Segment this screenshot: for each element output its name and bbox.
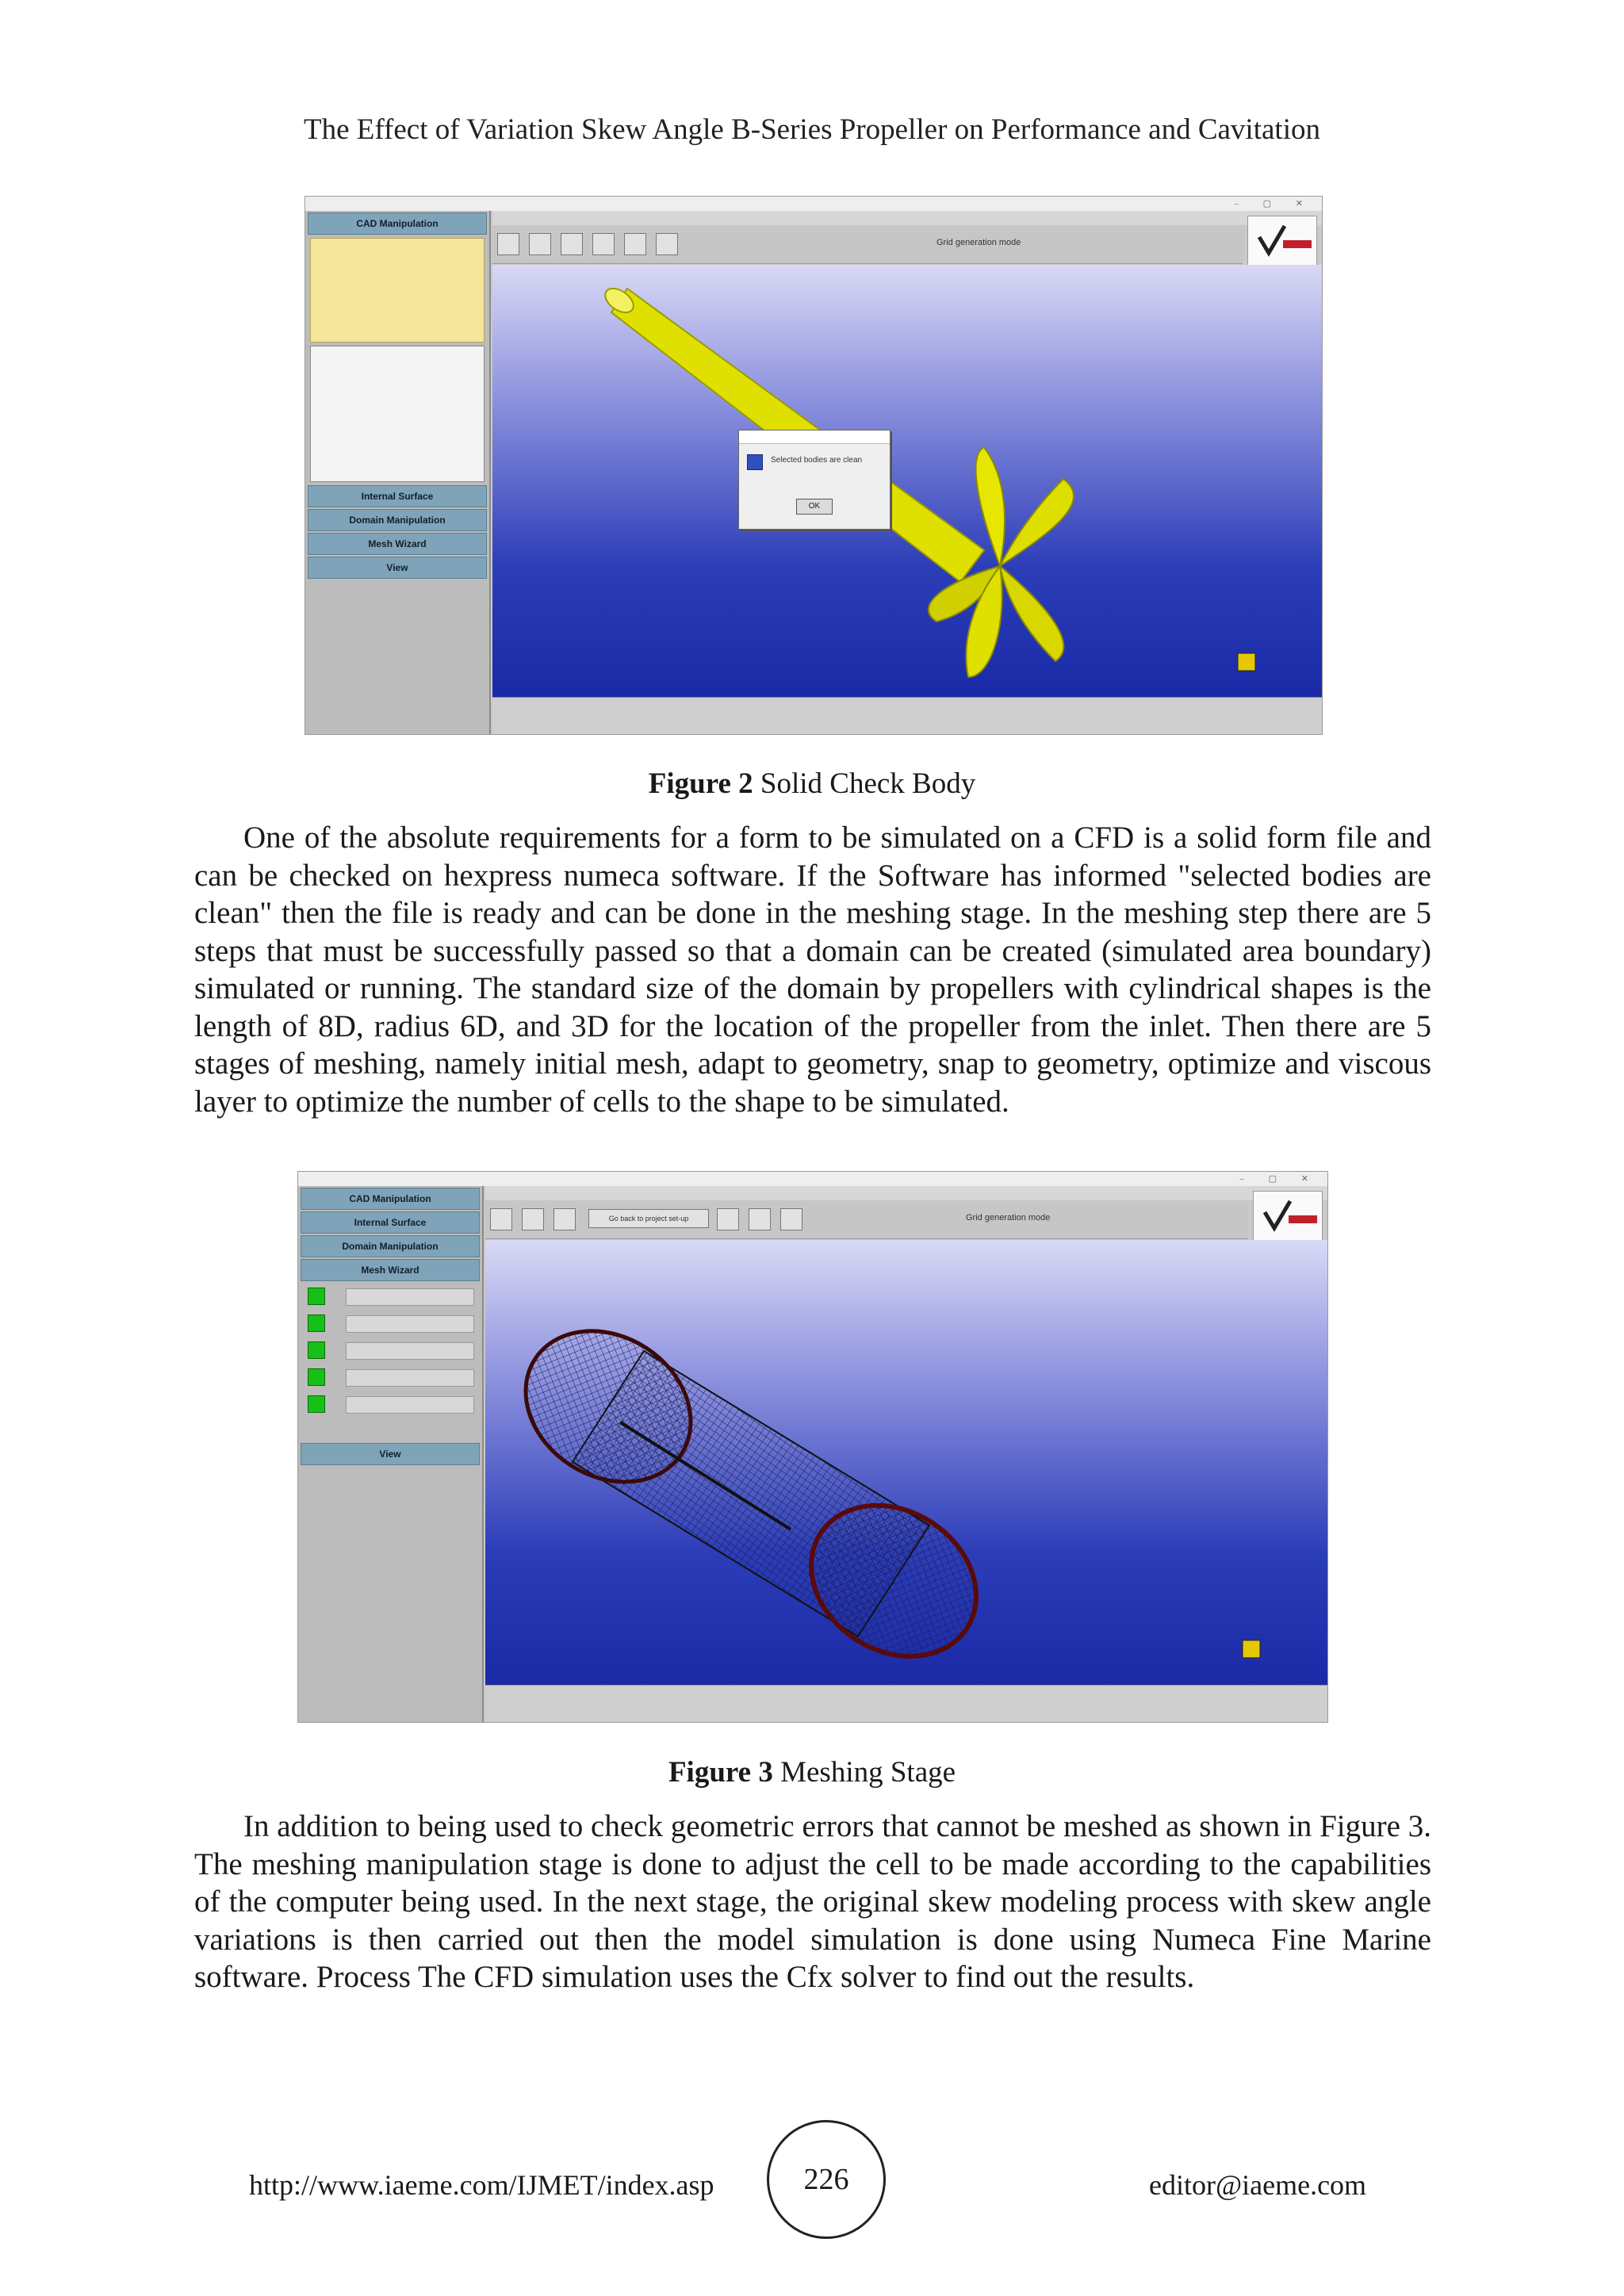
check-icon: [308, 1341, 325, 1359]
save-icon[interactable]: [553, 1208, 576, 1230]
page-number-text: 226: [803, 2163, 849, 2196]
panel-header-view[interactable]: View: [301, 1443, 480, 1465]
panel-header-mesh-wizard[interactable]: Mesh Wizard: [301, 1259, 480, 1281]
wizard-step-viscous: [298, 1391, 482, 1418]
panel-header-domain-manipulation[interactable]: Domain Manipulation: [301, 1235, 480, 1257]
window-controls: – ▢ ✕: [1234, 199, 1314, 209]
measure-icon[interactable]: [717, 1208, 739, 1230]
new-icon[interactable]: [497, 233, 519, 255]
footer-email[interactable]: editor@iaeme.com: [1149, 2169, 1367, 2201]
check-icon: [308, 1288, 325, 1305]
grid-generation-mode-label: Grid generation mode: [936, 238, 1021, 247]
toolbar: [492, 225, 1243, 264]
panel-header-view[interactable]: View: [308, 557, 487, 579]
wizard-step-snap: [298, 1337, 482, 1364]
body-tree: [310, 346, 485, 482]
save-icon[interactable]: [561, 233, 583, 255]
dialog-message: Selected bodies are clean: [771, 456, 863, 465]
hexpress-logo: [1247, 216, 1317, 268]
go-back-to-project-setup-button[interactable]: Go back to project set-up: [588, 1209, 709, 1228]
figure-3-label: Figure 3: [668, 1756, 773, 1789]
adapt-to-geometry-button[interactable]: [346, 1315, 474, 1333]
delete-icon[interactable]: [780, 1208, 802, 1230]
paragraph-2: In addition to being used to check geometric errors that cannot be meshed as shown in Figure 3. The meshing manipulation stage is done to adjust the cell to be made according to the capabilities of the computer being used. In the next stage, the original skew modeling process with skew angle variations is then carried out then the model simulation is done using Numeca Fine Marine software. Process The CFD simulation uses the Cfx solver to find out the results.: [194, 1809, 1431, 1994]
wizard-step-initial-mesh: [298, 1283, 482, 1310]
open-icon[interactable]: [522, 1208, 544, 1230]
open-icon[interactable]: [529, 233, 551, 255]
window-titlebar: [305, 197, 1322, 211]
left-panel: [305, 211, 491, 734]
status-bar: [485, 1685, 1327, 1722]
toolbar: [485, 1200, 1248, 1239]
figure-2-caption: [0, 767, 1624, 801]
wizard-step-adapt: [298, 1310, 482, 1337]
snap-to-geometry-button[interactable]: [346, 1342, 474, 1360]
grid-generation-mode-label: Grid generation mode: [966, 1213, 1051, 1223]
panel-header-mesh-wizard[interactable]: Mesh Wizard: [308, 533, 487, 555]
panel-header-cad-manipulation[interactable]: CAD Manipulation: [301, 1188, 480, 1210]
grid-icon[interactable]: [624, 233, 646, 255]
footer-url[interactable]: http://www.iaeme.com/IJMET/index.asp: [249, 2169, 714, 2201]
cad-tools-box: [310, 238, 485, 342]
panel-header-cad-manipulation[interactable]: CAD Manipulation: [308, 212, 487, 235]
measure-icon[interactable]: [592, 233, 615, 255]
menu-bar: [492, 211, 1322, 225]
3d-viewport[interactable]: [492, 265, 1322, 698]
figure-3-screenshot: [297, 1171, 1328, 1723]
optimize-button[interactable]: [346, 1369, 474, 1387]
check-icon: [308, 1368, 325, 1386]
grid-icon[interactable]: [749, 1208, 771, 1230]
check-icon: [308, 1314, 325, 1332]
paragraph-1: One of the absolute requirements for a form to be simulated on a CFD is a solid form file and can be checked on hexpress numeca software. If the Software has informed "selected bodies are clean" then the file is ready and can be done in the meshing stage. In the meshing step there are 5 steps that must be successfully passed so that a domain can be created (simulated area boundary) simulated or running. The standard size of the domain by propellers with cylindrical shapes is the length of 8D, radius 6D, and 3D for the location of the propeller from the inlet. Then there are 5 stages of meshing, namely initial mesh, adapt to geometry, snap to geometry, optimize and viscous layer to optimize the number of cells to the shape to be simulated.: [194, 821, 1431, 1119]
3d-viewport-mesh[interactable]: [485, 1240, 1327, 1686]
figure-3-caption: [0, 1755, 1624, 1789]
panel-header-internal-surface[interactable]: Internal Surface: [301, 1211, 480, 1234]
left-panel: [298, 1186, 484, 1722]
panel-header-internal-surface[interactable]: Internal Surface: [308, 485, 487, 507]
check-icon: [308, 1395, 325, 1413]
ok-button[interactable]: OK: [796, 499, 833, 515]
hexpress-logo: [1253, 1191, 1323, 1243]
status-bar: [492, 697, 1322, 734]
wizard-step-optimize: [298, 1364, 482, 1391]
delete-icon[interactable]: [656, 233, 678, 255]
dialog-titlebar: [739, 430, 890, 444]
info-icon: [747, 454, 763, 470]
figure-2-caption-text: Solid Check Body: [760, 767, 976, 800]
figure-2-label: Figure 2: [648, 767, 753, 800]
window-titlebar: [298, 1172, 1327, 1186]
figure-2-screenshot: [304, 196, 1323, 735]
running-header: The Effect of Variation Skew Angle B-Series Propeller on Performance and Cavitation: [304, 113, 1320, 146]
window-controls: – ▢ ✕: [1239, 1174, 1320, 1184]
menu-bar: [485, 1186, 1327, 1200]
initial-mesh-button[interactable]: [346, 1288, 474, 1306]
panel-header-domain-manipulation[interactable]: Domain Manipulation: [308, 509, 487, 531]
information-dialog: [738, 430, 891, 530]
new-icon[interactable]: [490, 1208, 512, 1230]
page-number: [767, 2120, 886, 2239]
viscous-layers-button[interactable]: [346, 1396, 474, 1414]
figure-3-caption-text: Meshing Stage: [780, 1756, 956, 1789]
wizard-controls: [298, 1418, 482, 1441]
